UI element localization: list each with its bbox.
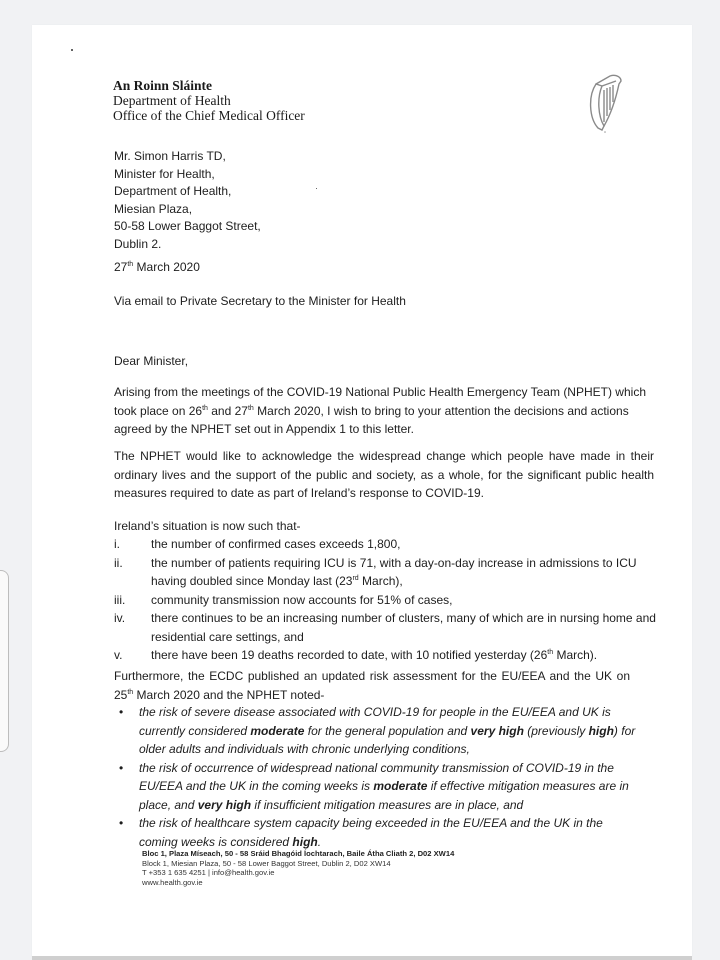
list-item: iii. community transmission now accounts for 51% of cases, (114, 592, 453, 607)
situation-intro: Ireland’s situation is now such that- (114, 519, 301, 533)
list-item: ii. the number of patients requiring ICU is 71, with a day-on-day increase in admissions to ICU having doubled since Monday last (23rd March), (114, 555, 637, 588)
address-line: 50-58 Lower Baggot Street, (114, 219, 261, 234)
scan-speck (71, 49, 73, 51)
letter-footer (142, 849, 454, 887)
situation-list (114, 535, 674, 665)
letter-date: 27th March 2020 (114, 260, 200, 274)
harp-icon (586, 72, 626, 134)
bullet-icon: • (119, 705, 124, 719)
list-item: • the risk of occurrence of widespread national community transmission of COVID-19 in the EU/EEA and the UK in the coming weeks is moderate if effective mitigation measures are in place, and very high if insufficient mitigation measures are in place, and (119, 760, 629, 812)
list-item: • the risk of severe disease associated with COVID-19 for people in the EU/EEA and UK is currently considered moderate for the general population and very high (previously high) for older adults and individuals with chronic underlying conditions, (119, 705, 636, 756)
bullet-icon: • (119, 760, 124, 775)
footer-contact: T +353 1 635 4251 | info@health.gov.ie (142, 868, 275, 878)
side-panel-edge (0, 570, 9, 752)
address-line: Mr. Simon Harris TD, (114, 149, 226, 163)
letterhead-department: Department of Health (113, 93, 231, 108)
page-bottom-edge (32, 956, 692, 960)
list-item: v. there have been 19 deaths recorded to date, with 10 notified yesterday (26th March). (114, 648, 598, 662)
bullet-icon: • (119, 816, 124, 830)
letterhead (113, 78, 305, 123)
risk-list (114, 703, 674, 851)
footer-website: www.health.gov.ie (142, 877, 203, 887)
footer-english-address: Block 1, Miesian Plaza, 50 - 58 Lower Baggot Street, Dublin 2, D02 XW14 (142, 858, 391, 868)
paragraph-acknowledgement: The NPHET would like to acknowledge the widespread change which people have made in their ordinary lives and the support of the public and society, as a whole, for the significant public health measures required to date as part of Ireland’s response to COVID-19. (114, 449, 654, 500)
address-line: Minister for Health, (114, 166, 215, 181)
list-item: i. the number of confirmed cases exceeds 1,800, (114, 537, 401, 551)
paragraph-intro: Arising from the meetings of the COVID-19 National Public Health Emergency Team (NPHET) which took place on 26th and 27th March 2020, I wish to bring to your attention the decisions and actions agreed by the NPHET set out in Appendix 1 to this letter. (114, 385, 646, 436)
address-line: Department of Health, (114, 184, 232, 199)
list-item: • the risk of healthcare system capacity being exceeded in the EU/EEA and the UK in the coming weeks is considered high. (119, 816, 603, 849)
letterhead-irish-name: An Roinn Sláinte (113, 78, 213, 93)
recipient-address (114, 148, 674, 254)
address-line: Miesian Plaza, (114, 201, 193, 216)
list-item: iv. there continues to be an increasing number of clusters, many of which are in nursing home and residential care settings, and (114, 611, 656, 644)
letterhead-office: Office of the Chief Medical Officer (113, 108, 305, 123)
paragraph-ecdc: Furthermore, the ECDC published an updated risk assessment for the EU/EEA and the UK on 25th March 2020 and the NPHET noted- (114, 669, 630, 702)
salutation: Dear Minister, (114, 354, 189, 368)
delivery-note: Via email to Private Secretary to the Minister for Health (114, 294, 406, 308)
footer-irish-address: Bloc 1, Plaza Míseach, 50 - 58 Sráid Bhagóid Íochtarach, Baile Átha Cliath 2, D02 XW14 (142, 849, 455, 858)
address-line: Dublin 2. (114, 236, 162, 251)
